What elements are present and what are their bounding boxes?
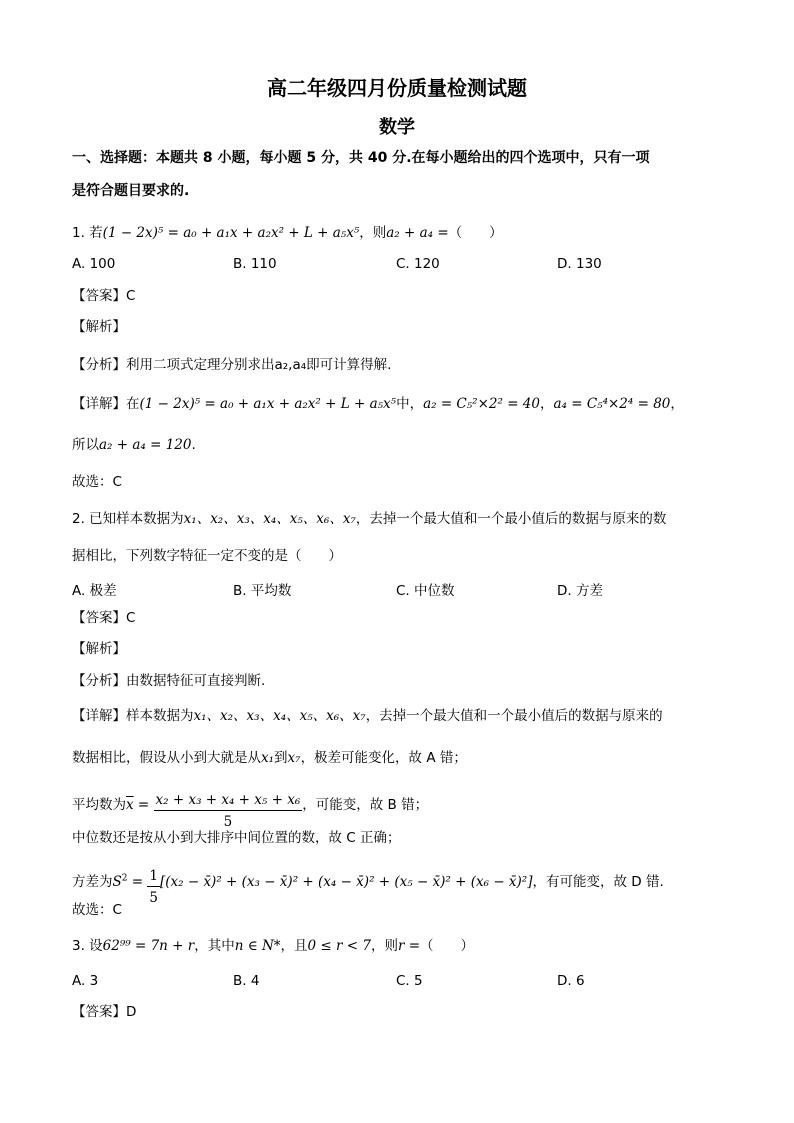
q2-choose <box>72 901 122 919</box>
q1-choose-value: C <box>112 474 122 490</box>
q2-var-pre: 方差为 <box>72 874 113 890</box>
q2-fenxi-text: 由数据特征可直接判断. <box>126 673 266 689</box>
q2-variance-line: 方差为$S^2$ = $\frac{1}{5}$ [(x₂ − x̄)² + (x₃ − x̄)² + (x₄ − x̄)² + (x₅ − x̄)² + (x₆ − x̄)²]，有可能变，故 D 错. <box>72 868 664 906</box>
q2-detail1-pre: 样本数据为 <box>126 708 194 724</box>
q3-answer-value: D <box>126 1004 137 1020</box>
q3-ask: r = <box>397 938 421 954</box>
q2-var-fraction: $\frac{1}{5}$ <box>149 868 158 906</box>
q2-fenxi <box>72 672 265 690</box>
q1-detail <box>72 395 684 413</box>
answer-label: 【答案】 <box>72 288 126 304</box>
q2-stem1-post: ，去掉一个最大值和一个最小值后的数据与原来的数 <box>355 511 667 527</box>
choose-label: 故选： <box>72 474 113 490</box>
q2-mean-numerator: x₂ + x₃ + x₄ + x₅ + x₆ <box>154 791 303 811</box>
q3-option-b: B. 4 <box>233 973 260 989</box>
q3-option-c: C. 5 <box>396 973 423 989</box>
q1-detail-end: ， <box>670 396 684 412</box>
detail-label: 【详解】 <box>72 396 126 412</box>
q1-option-b: B. 110 <box>233 256 277 272</box>
q2-median-line: 中位数还是按从小到大排序中间位置的数，故 C 正确； <box>72 830 401 846</box>
q1-so-end: . <box>191 437 196 453</box>
q2-detail-vars: x₁、x₂、x₃、x₄、x₅、x₆、x₇ <box>193 708 366 724</box>
q2-mean-symbol: $\overline{x}$ <box>126 797 134 813</box>
q3-stem <box>72 937 474 955</box>
q1-detail-pre: 在 <box>126 396 140 412</box>
answer-label: 【答案】 <box>72 610 126 626</box>
q2-mean-denominator: 5 <box>223 814 233 830</box>
fenxi-label: 【分析】 <box>72 357 126 373</box>
q1-answer-value: C <box>126 288 136 304</box>
q2-answer <box>72 609 135 627</box>
exam-title: 高二年级四月份质量检测试题 <box>267 76 527 100</box>
q2-detail-line2 <box>72 749 467 767</box>
subject-title: 数学 <box>379 117 415 138</box>
section-heading-line1: 一、选择题：本题共 8 小题，每小题 5 分，共 40 分.在每小题给出的四个选项中，只有一项 <box>72 150 650 166</box>
q2-mean-line: 平均数为$\overline{x}$ = $\frac{\text{x₂ + x₃ + x₄ + x₅ + x₆}}{5}$ ，可能变，故 B 错； <box>72 792 429 830</box>
q2-option-c: C. 中位数 <box>396 583 455 599</box>
section-heading-line2: 是符合题目要求的. <box>72 183 190 199</box>
q1-mid: ，则 <box>359 225 387 241</box>
q3-prefix: 3. 设 <box>72 938 103 954</box>
q3-mid1: ，其中 <box>194 938 235 954</box>
q1-answer <box>72 287 135 305</box>
q1-prefix: 1. 若 <box>72 225 103 241</box>
q1-option-a: A. 100 <box>72 256 116 272</box>
q2-detail1-post: ，去掉一个最大值和一个最小值后的数据与原来的 <box>365 708 663 724</box>
q2-option-d: D. 方差 <box>557 583 603 599</box>
q2-x7: x₇ <box>287 750 301 766</box>
q2-analysis-label: 【解析】 <box>72 641 126 657</box>
q2-vars: x₁、x₂、x₃、x₄、x₅、x₆、x₇ <box>183 511 356 527</box>
q2-x1: x₁ <box>261 750 275 766</box>
q2-detail2-pre: 数据相比，假设从小到大就是从 <box>72 750 261 766</box>
q2-mean-post: ，可能变，故 B 错； <box>302 797 429 813</box>
q3-blank: （ ） <box>420 938 475 954</box>
q1-detail-equation: (1 − 2x)⁵ = a₀ + a₁x + a₂x² + L + a₅x⁵ <box>139 396 397 412</box>
q3-option-d: D. 6 <box>557 973 585 989</box>
q1-equation: (1 − 2x)⁵ = a₀ + a₁x + a₂x² + L + a₅x⁵ <box>102 225 360 241</box>
q1-fenxi-text: 利用二项式定理分别求出a₂,a₄即可计算得解. <box>126 357 392 373</box>
q1-choose <box>72 473 122 491</box>
q2-option-b: B. 平均数 <box>233 583 292 599</box>
q2-stem1-pre: 2. 已知样本数据为 <box>72 511 184 527</box>
q2-stem-line1 <box>72 510 666 528</box>
q1-fenxi <box>72 356 391 374</box>
q2-stem-line2: 据相比，下列数字特征一定不变的是（ ） <box>72 548 342 564</box>
answer-label: 【答案】 <box>72 1004 126 1020</box>
fenxi-label: 【分析】 <box>72 673 126 689</box>
q1-detail-a4: a₄ = C₅⁴×2⁴ = 80 <box>553 396 671 412</box>
q2-option-a: A. 极差 <box>72 583 117 599</box>
q3-equation: 62⁹⁹ = 7n + r <box>102 938 195 954</box>
q3-option-a: A. 3 <box>72 973 99 989</box>
q3-mid2: ，且 <box>280 938 308 954</box>
q2-answer-value: C <box>126 610 136 626</box>
q1-detail-a2: a₂ = C₅²×2² = 40 <box>423 396 540 412</box>
q1-ask: a₂ + a₄ = <box>386 225 449 241</box>
q2-detail-line1 <box>72 707 663 725</box>
q2-var-equation: [(x₂ − x̄)² + (x₃ − x̄)² + (x₄ − x̄)² + (x₅ − x̄)² + (x₆ − x̄)²] <box>159 874 533 890</box>
q1-stem <box>72 224 503 242</box>
q2-mean-fraction <box>154 791 303 831</box>
q3-cond2: 0 ≤ r < 7 <box>307 938 371 954</box>
q2-mean-pre: 平均数为 <box>72 797 126 813</box>
q3-cond1: n ∈ N* <box>234 938 281 954</box>
q2-to: 到 <box>274 750 288 766</box>
q1-so-equation: a₂ + a₄ = 120 <box>99 437 192 453</box>
q1-blank: （ ） <box>448 225 503 241</box>
q3-mid3: ，则 <box>370 938 398 954</box>
q1-analysis-label: 【解析】 <box>72 319 126 335</box>
q1-detail-mid: 中， <box>396 396 424 412</box>
detail-label: 【详解】 <box>72 708 126 724</box>
q2-var-post: ，有可能变，故 D 错. <box>532 874 664 890</box>
q3-answer <box>72 1003 136 1021</box>
q1-detail-sep: ， <box>539 396 554 412</box>
q2-choose-value: C <box>112 902 122 918</box>
q1-option-c: C. 120 <box>396 256 440 272</box>
q1-so-pre: 所以 <box>72 437 99 453</box>
q1-option-d: D. 130 <box>557 256 602 272</box>
choose-label: 故选： <box>72 902 113 918</box>
q2-detail2-post: ，极差可能变化，故 A 错； <box>300 750 467 766</box>
q1-conclusion <box>72 436 196 454</box>
